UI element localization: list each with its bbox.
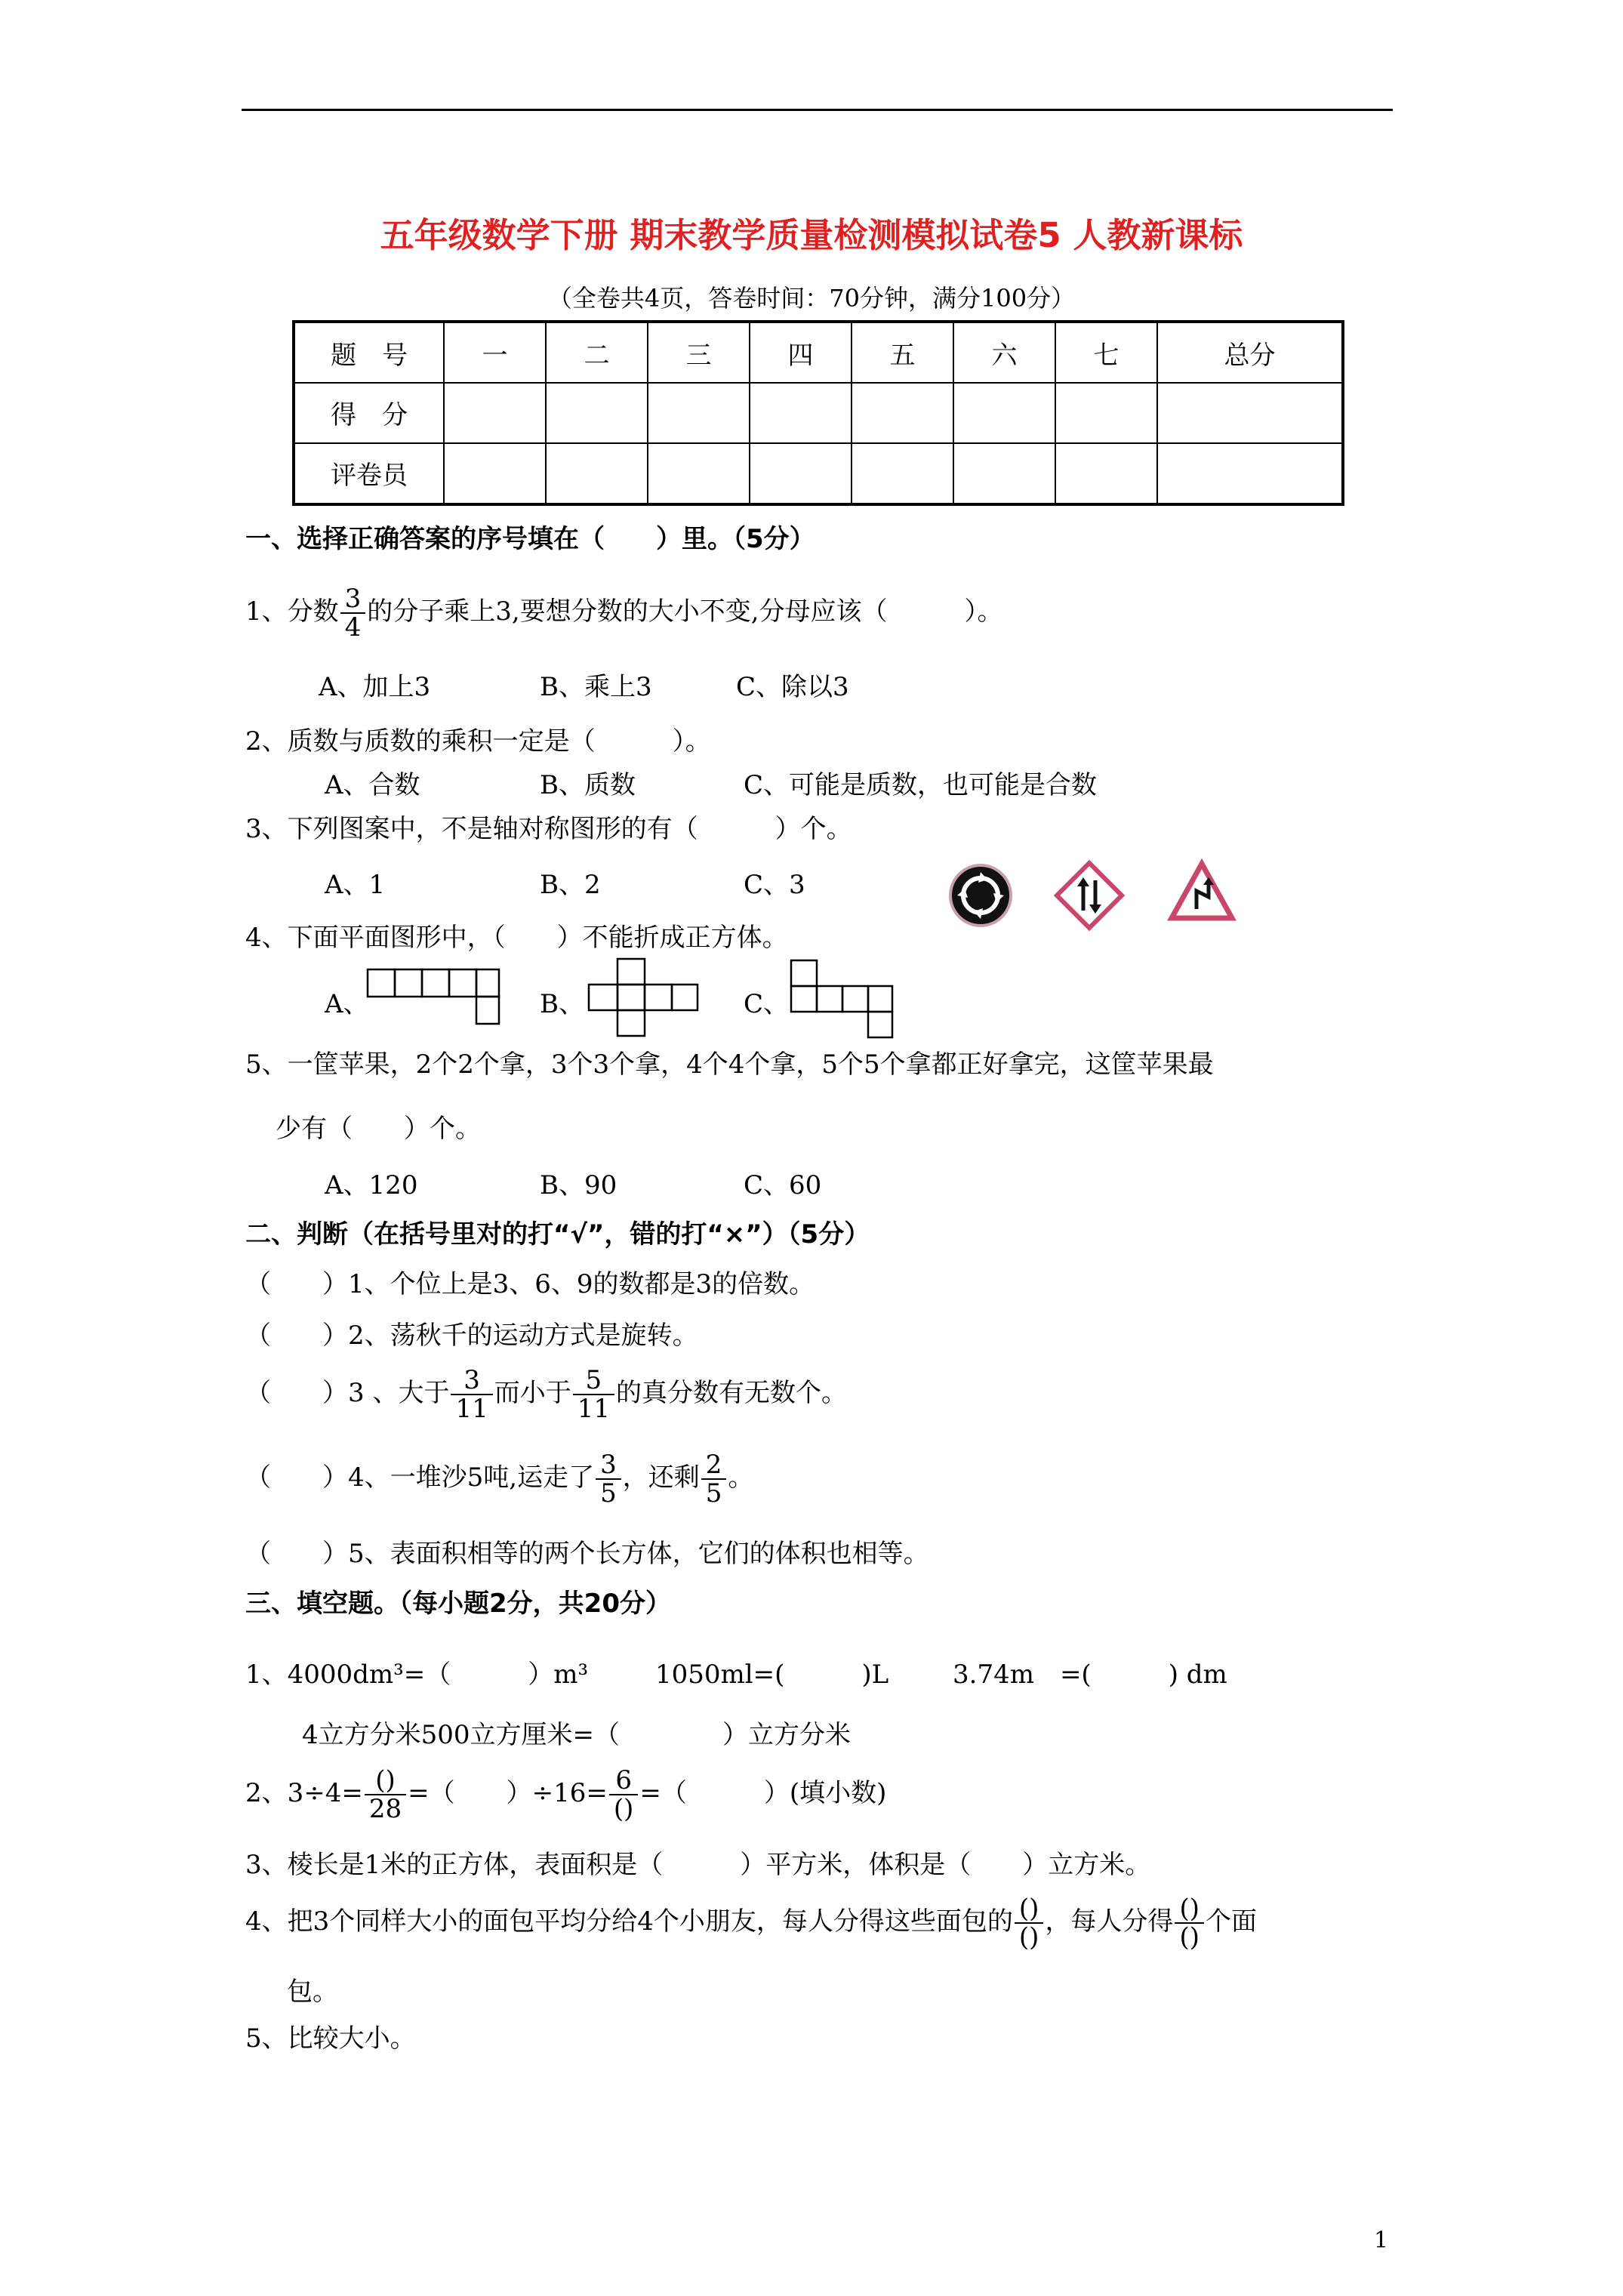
s1-q1: [245, 585, 1003, 641]
score-cell[interactable]: [444, 443, 546, 504]
s1-q1-prefix: 1、分数: [245, 596, 339, 627]
score-table-header: 一: [444, 322, 546, 383]
fraction-denominator: (): [1018, 1922, 1039, 1952]
s3-q5: 5、比较大小。: [245, 2023, 416, 2054]
score-table-header: 三: [648, 322, 750, 383]
s3-q4-mid: ，每人分得: [1045, 1906, 1174, 1937]
s3-q1-d: 4立方分米500立方厘米=（ ）立方分米: [302, 1720, 852, 1750]
s2-item-3: [245, 1367, 847, 1422]
score-cell[interactable]: [750, 443, 852, 504]
header-rule: [242, 109, 1393, 111]
s1-q1-option-c: C、除以3: [736, 672, 849, 702]
fraction-numerator: 3: [340, 585, 366, 614]
fraction-denominator: (): [1179, 1922, 1200, 1952]
score-table-row-label: 评卷员: [294, 443, 444, 504]
score-cell[interactable]: [953, 383, 1055, 443]
section1-heading: 一、选择正确答案的序号填在（ ）里。（5分）: [245, 524, 815, 554]
s2-item-3-fraction-2: [573, 1367, 614, 1422]
score-cell[interactable]: [648, 443, 750, 504]
s3-q4-suffix: 个面: [1205, 1906, 1257, 1937]
s3-q2-mid: =（ ）÷16=: [408, 1778, 608, 1808]
fraction-denominator: (): [613, 1794, 634, 1824]
s2-item-4-fraction-2: [701, 1451, 727, 1507]
s1-q3: 3、下列图案中，不是轴对称图形的有（ ）个。: [245, 814, 852, 844]
fraction-numerator: 2: [701, 1451, 727, 1480]
fraction-denominator: 5: [705, 1478, 722, 1509]
s1-q4-option-b: B、: [540, 989, 584, 1019]
score-table-row-label: 得 分: [294, 383, 444, 443]
score-table-header: 二: [546, 322, 648, 383]
score-table-row: [294, 443, 1343, 504]
s1-q2-option-c: C、可能是质数，也可能是合数: [744, 770, 1098, 800]
s1-q3-option-c: C、3: [744, 870, 805, 900]
s3-q4-prefix: 4、把3个同样大小的面包平均分给4个小朋友，每人分得这些面包的: [245, 1906, 1013, 1937]
s2-item-3-mid: 而小于: [494, 1378, 571, 1408]
s2-item-4-suffix: 。: [728, 1462, 754, 1493]
s1-q2: 2、质数与质数的乘积一定是（ ）。: [245, 726, 711, 757]
s1-q3-option-a: A、1: [325, 870, 386, 900]
s3-q4-fraction-2: [1175, 1895, 1204, 1951]
s1-q5-option-c: C、60: [744, 1170, 822, 1200]
s3-q2-fraction-2: [609, 1767, 639, 1823]
s3-q1-a: 1、4000dm³=（ ）m³: [245, 1660, 589, 1690]
s1-q5-option-b: B、90: [540, 1170, 617, 1200]
score-table-row: [294, 383, 1343, 443]
s3-q2-suffix: =（ ）(填小数): [639, 1778, 887, 1808]
fraction-denominator: 5: [600, 1478, 617, 1509]
page-number: 1: [1374, 2227, 1389, 2254]
score-cell[interactable]: [1055, 383, 1157, 443]
fraction-numerator: 6: [609, 1767, 639, 1795]
fraction-numerator: (): [365, 1767, 406, 1795]
section2-heading: 二、判断（在括号里对的打“√”，错的打“×”）（5分）: [245, 1219, 870, 1250]
s1-q2-option-b: B、质数: [540, 770, 636, 800]
s2-item-3-prefix: （ ）3 、大于: [245, 1378, 450, 1408]
s3-q2-fraction-1: [365, 1767, 406, 1823]
s3-q1-c: 3.74m =( ) dm: [953, 1660, 1227, 1690]
score-table-header: 题 号: [294, 322, 444, 383]
s1-q2-option-a: A、合数: [325, 770, 420, 800]
s3-q2-prefix: 2、3÷4=: [245, 1778, 363, 1808]
s3-q2: [245, 1767, 886, 1823]
score-cell[interactable]: [1157, 443, 1343, 504]
s3-q4: [245, 1895, 1257, 1951]
s1-q4: 4、下面平面图形中，（ ）不能折成正方体。: [245, 923, 788, 953]
s1-q5-continued: 少有（ ）个。: [276, 1114, 481, 1144]
s3-q3: 3、棱长是1米的正方体，表面积是（ ）平方米，体积是（ ）立方米。: [245, 1850, 1151, 1880]
section3-heading: 三、填空题。（每小题2分，共20分）: [245, 1589, 671, 1619]
s2-item-4-mid: ，还剩: [622, 1462, 700, 1493]
cube-net-c-icon: [790, 959, 895, 1042]
page-title: 五年级数学下册 期末教学质量检测模拟试卷5 人教新课标: [380, 215, 1243, 255]
s1-q5: 5、一筐苹果，2个2个拿，3个3个拿，4个4个拿，5个5个拿都正好拿完，这筐苹果最: [245, 1049, 1214, 1080]
score-cell[interactable]: [1055, 443, 1157, 504]
fraction-denominator: 4: [344, 612, 362, 643]
score-cell[interactable]: [750, 383, 852, 443]
s2-item-1: （ ）1、个位上是3、6、9的数都是3的倍数。: [245, 1269, 815, 1299]
fraction-denominator: 11: [455, 1394, 488, 1424]
score-cell[interactable]: [852, 383, 953, 443]
fraction-denominator: 11: [577, 1394, 610, 1424]
s1-q1-option-b: B、乘上3: [540, 672, 652, 702]
s1-q1-suffix: 的分子乘上3,要想分数的大小不变,分母应该（ ）。: [367, 596, 1003, 627]
s3-q1-b: 1050ml=( )L: [655, 1660, 889, 1690]
fraction-numerator: 5: [573, 1367, 614, 1395]
s1-q4-option-c: C、: [744, 989, 790, 1019]
s1-q1-fraction: [340, 585, 366, 641]
score-cell[interactable]: [1157, 383, 1343, 443]
s1-q1-option-a: A、加上3: [319, 672, 431, 702]
score-cell[interactable]: [953, 443, 1055, 504]
roundabout-sign-icon: [948, 863, 1013, 928]
score-table-header: 总分: [1157, 322, 1343, 383]
score-table: [292, 320, 1344, 506]
s3-q4-continued: 包。: [287, 1977, 338, 2007]
s1-q3-option-b: B、2: [540, 870, 601, 900]
fraction-numerator: 3: [596, 1451, 621, 1480]
score-table-header: 四: [750, 322, 852, 383]
s2-item-3-suffix: 的真分数有无数个。: [615, 1378, 847, 1408]
s2-item-3-fraction-1: [451, 1367, 492, 1422]
score-cell[interactable]: [546, 383, 648, 443]
score-cell[interactable]: [546, 443, 648, 504]
two-way-traffic-sign-icon: [1055, 861, 1124, 930]
s3-q4-fraction-1: [1015, 1895, 1044, 1951]
fraction-denominator: 28: [368, 1794, 402, 1824]
score-cell[interactable]: [444, 383, 546, 443]
score-cell[interactable]: [648, 383, 750, 443]
page-subtitle: （全卷共4页，答卷时间：70分钟，满分100分）: [547, 284, 1076, 313]
fraction-numerator: (): [1015, 1895, 1044, 1924]
s2-item-4-prefix: （ ）4、一堆沙5吨,运走了: [245, 1462, 595, 1493]
s1-q4-option-a: A、: [325, 989, 369, 1019]
s2-item-5: （ ）5、表面积相等的两个长方体，它们的体积也相等。: [245, 1539, 929, 1569]
fraction-numerator: (): [1175, 1895, 1204, 1924]
score-table-header: 七: [1055, 322, 1157, 383]
fraction-numerator: 3: [451, 1367, 492, 1395]
s2-item-4-fraction-1: [596, 1451, 621, 1507]
s1-q5-option-a: A、120: [325, 1170, 418, 1200]
score-table-header: 五: [852, 322, 953, 383]
score-table-header-row: [294, 322, 1343, 383]
winding-road-sign-icon: [1169, 861, 1234, 921]
score-table-header: 六: [953, 322, 1055, 383]
cube-net-a-icon: [366, 968, 502, 1028]
cube-net-b-icon: [587, 957, 701, 1040]
s2-item-2: （ ）2、荡秋千的运动方式是旋转。: [245, 1321, 698, 1351]
score-cell[interactable]: [852, 443, 953, 504]
s2-item-4: [245, 1451, 753, 1507]
